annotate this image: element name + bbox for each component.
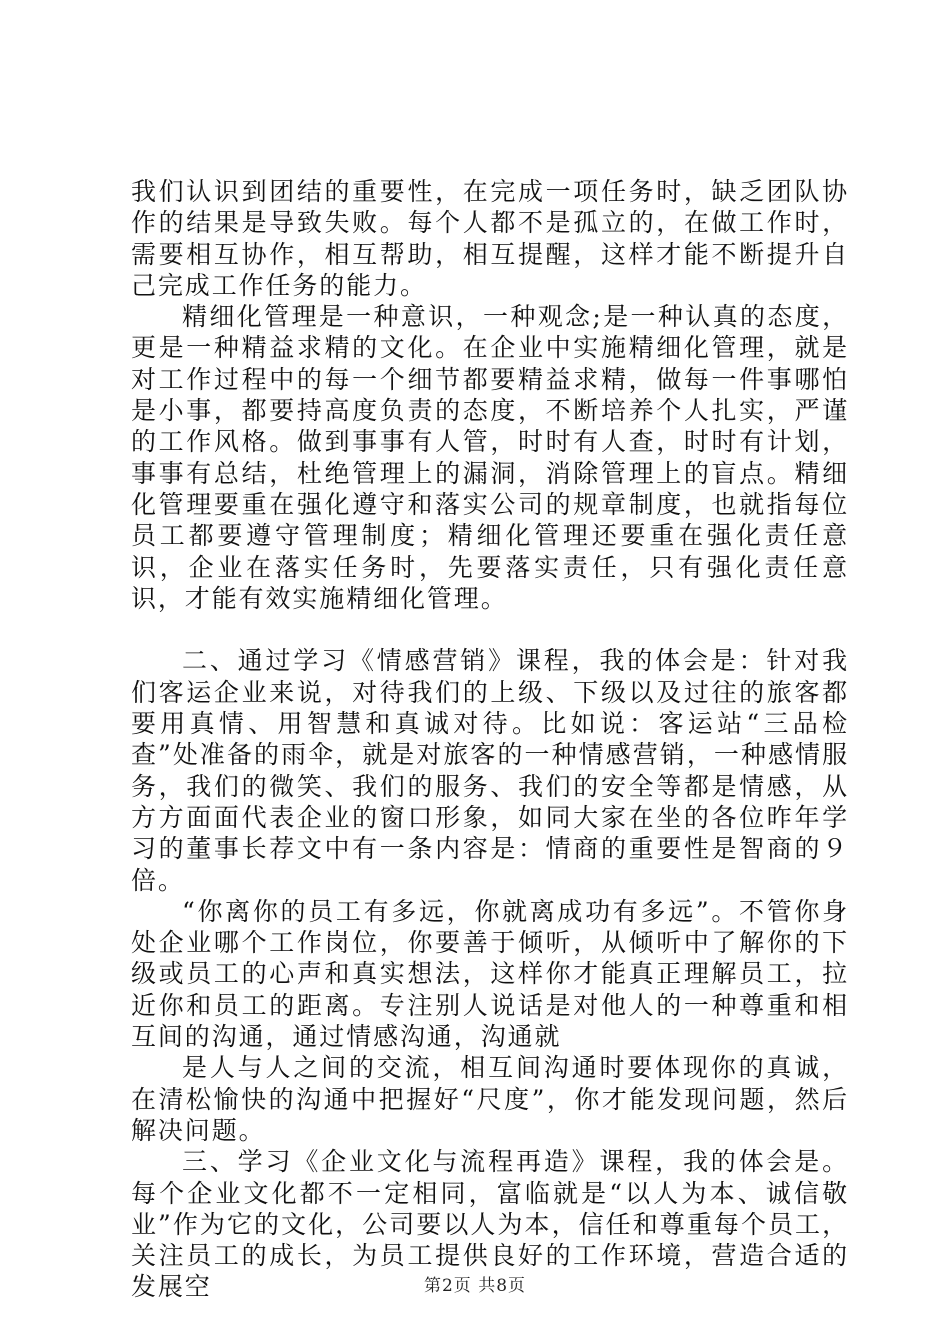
paragraph-employee-distance: “你离你的员工有多远，你就离成功有多远”。不管你身处企业哪个工作岗位，你要善于倾听，从倾听中了解你的下级或员工的心声和真实想法，这样你才能真正理解员工，拉近你和员工的距离。专注别人说话是对他人的一种尊重和相互间的沟通，通过情感沟通，沟通就: [131, 896, 849, 1052]
paragraph-corporate-culture: 三、学习《企业文化与流程再造》课程，我的体会是。每个企业文化都不一定相同，富临就是“以人为本、诚信敬业”作为它的文化，公司要以人为本，信任和尊重每个员工，关注员工的成长，为员工提供良好的工作环境，营造合适的发展空: [131, 1147, 849, 1302]
paragraph-emotional-marketing: 二、通过学习《情感营销》课程，我的体会是：针对我们客运企业来说，对待我们的上级、下级以及过往的旅客都要用真情、用智慧和真诚对待。比如说：客运站“三品检查”处准备的雨伞，就是对旅客的一种情感营销，一种感情服务，我们的微笑、我们的服务、我们的安全等都是情感，从方方面面代表企业的窗口形象，如同大家在坐的各位昨年学习的董事长荐文中有一条内容是：情商的重要性是智商的９倍。: [131, 646, 849, 895]
paragraph-teamwork: 我们认识到团结的重要性，在完成一项任务时，缺乏团队协作的结果是导致失败。每个人都不是孤立的，在做工作时，需要相互协作，相互帮助，相互提醒，这样才能不断提升自己完成工作任务的能力。: [131, 177, 849, 300]
paragraph-refined-management: 精细化管理是一种意识，一种观念;是一种认真的态度，更是一种精益求精的文化。在企业中实施精细化管理，就是对工作过程中的每一个细节都要精益求精，做每一件事哪怕是小事，都要持高度负责的态度，不断培养个人扎实，严谨的工作风格。做到事事有人管，时时有人查，时时有计划，事事有总结，杜绝管理上的漏洞，消除管理上的盲点。精细化管理要重在强化遵守和落实公司的规章制度，也就指每位员工都要遵守管理制度；精细化管理还要重在强化责任意识，企业在落实任务时，先要落实责任，只有强化责任意识，才能有效实施精细化管理。: [131, 302, 849, 613]
paragraph-communication: 是人与人之间的交流，相互间沟通时要体现你的真诚，在清松愉快的沟通中把握好“尺度”，你才能发现问题，然后解决问题。: [131, 1053, 849, 1145]
paragraph-gap: [131, 614, 849, 645]
document-body: [131, 176, 849, 1303]
page-number-footer: 第2页 共8页: [423, 1276, 527, 1296]
